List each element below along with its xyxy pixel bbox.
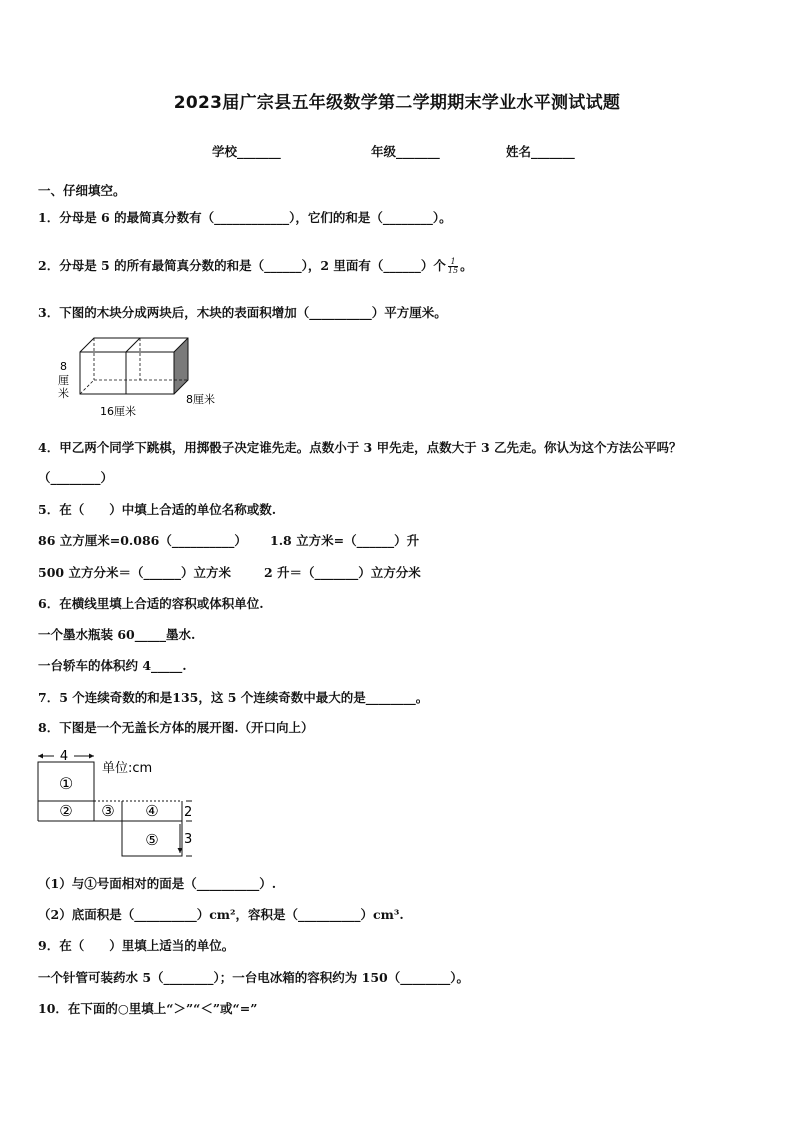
question-2	[38, 256, 473, 275]
face-4-label: ④	[145, 802, 159, 820]
unit-label: 单位:cm	[102, 761, 153, 776]
cuboid-figure	[54, 332, 229, 422]
grade-field[interactable]: 年级_______	[371, 144, 440, 159]
question-6-a: 一个墨水瓶装 60_____墨水.	[38, 627, 196, 642]
question-3: 3．下图的木块分成两块后，木块的表面积增加（__________）平方厘米。	[38, 305, 447, 320]
face-2-label: ②	[59, 802, 73, 820]
question-9: 9．在（ ）里填上适当的单位。	[38, 938, 235, 953]
cuboid-side-face	[174, 338, 188, 394]
question-1: 1．分母是 6 的最简真分数有（____________），它们的和是（________）。	[38, 210, 452, 225]
question-8-1: （1）与①号面相对的面是（__________）.	[38, 876, 277, 891]
question-7: 7．5 个连续奇数的和是135，这 5 个连续奇数中最大的是________。	[38, 690, 429, 705]
page-title: 2023届广宗县五年级数学第二学期期末学业水平测试试题	[173, 93, 621, 113]
question-4-answer: （________）	[38, 470, 114, 485]
question-6: 6．在横线里填上合适的容积或体积单位.	[38, 596, 264, 611]
dim-a: 2	[184, 805, 193, 820]
height-label-3: 米	[58, 387, 69, 400]
question-5: 5．在（ ）中填上合适的单位名称或数.	[38, 502, 277, 517]
face-3-label: ③	[101, 802, 115, 820]
question-5-a: 86 立方厘米=0.086（__________）	[38, 533, 247, 548]
question-5-d: 2 升＝（_______）立方分米	[264, 565, 421, 580]
question-4: 4．甲乙两个同学下跳棋，用掷骰子决定谁先走。点数小于 3 甲先走，点数大于 3 乙先走。你认为这个方法公平吗？	[38, 440, 682, 455]
face-1-label: ①	[58, 774, 74, 793]
fraction-numerator: 1	[448, 258, 458, 267]
dim-b: 3	[184, 832, 193, 847]
top-dimension: 4	[59, 749, 69, 764]
question-10: 10．在下面的○里填上“＞”“＜”或“=”	[38, 1001, 258, 1016]
name-field[interactable]: 姓名_______	[506, 144, 575, 159]
school-field[interactable]: 学校_______	[212, 144, 281, 159]
question-2-end: 。	[460, 258, 473, 273]
question-5-c: 500 立方分米＝（______）立方米	[38, 565, 231, 580]
question-8-2: （2）底面积是（__________）cm²，容积是（__________）cm³.	[38, 907, 404, 922]
net-figure	[34, 748, 214, 860]
length-label: 16厘米	[100, 405, 136, 418]
question-2-text: 2．分母是 5 的所有最简真分数的和是（______），2 里面有（______）个	[38, 258, 446, 273]
face-5-label: ⑤	[145, 831, 159, 849]
question-6-b: 一台轿车的体积约 4_____.	[38, 658, 187, 673]
section-heading: 一、仔细填空。	[38, 183, 126, 198]
question-8: 8．下图是一个无盖长方体的展开图.（开口向上）	[38, 720, 314, 735]
fraction-denominator: 15	[447, 266, 459, 275]
fraction	[448, 258, 458, 275]
question-5-b: 1.8 立方米=（______）升	[270, 533, 420, 548]
height-label-1: 8	[60, 360, 67, 373]
width-label: 8厘米	[186, 393, 215, 406]
question-9-a: 一个针管可装药水 5（________）；一台电冰箱的容积约为 150（________）。	[38, 970, 469, 985]
height-label-2: 厘	[58, 374, 69, 387]
